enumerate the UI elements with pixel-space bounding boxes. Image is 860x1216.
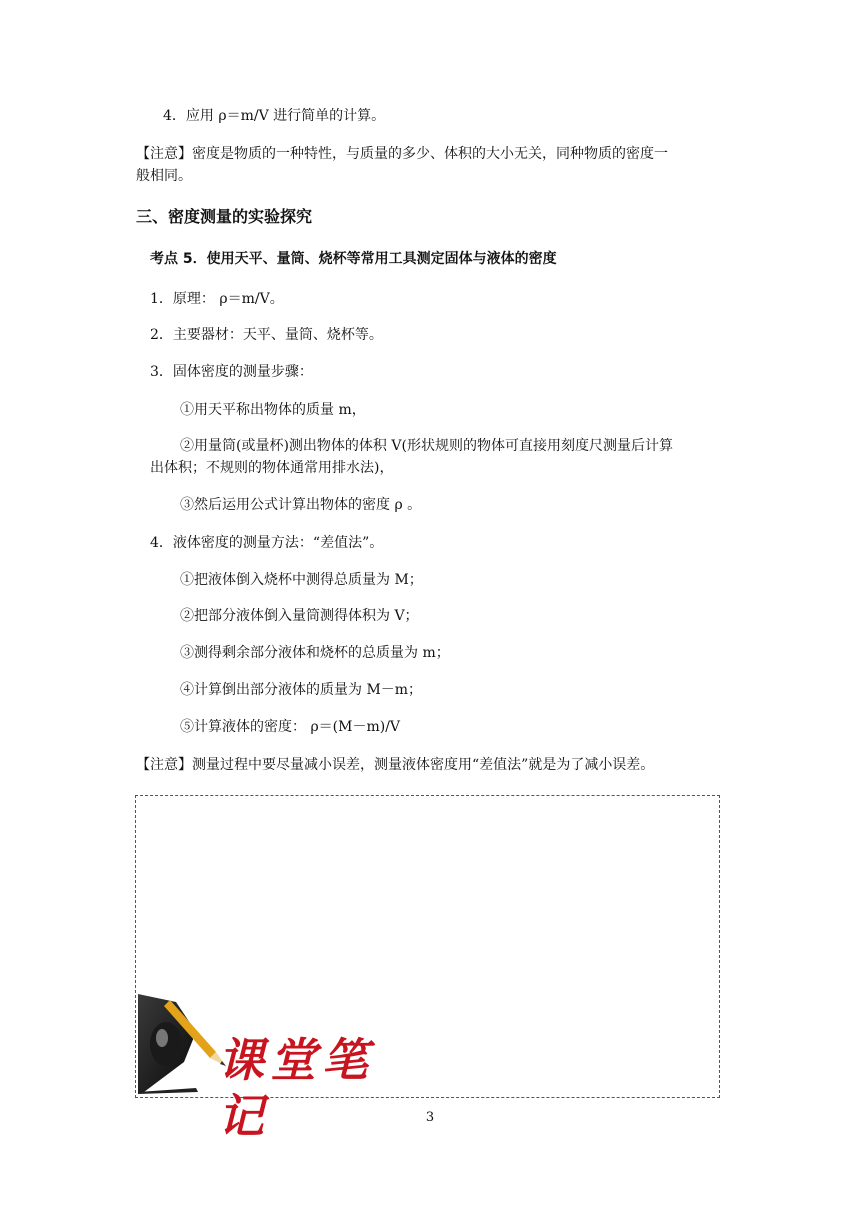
section-heading-3: 三、密度测量的实验探究 — [136, 207, 313, 226]
liquid-step-3: ③测得剩余部分液体和烧杯的总质量为 m； — [180, 645, 450, 661]
item-2-equipment: 2．主要器材：天平、量筒、烧杯等。 — [150, 327, 383, 343]
page-number: 3 — [425, 1110, 435, 1125]
topic-5-heading: 考点 5．使用天平、量筒、烧杯等常用工具测定固体与液体的密度 — [150, 251, 557, 267]
solid-step-2-line-1: ②用量筒(或量杯)测出物体的体积 V(形状规则的物体可直接用刻度尺测量后计算 — [180, 438, 673, 454]
solid-step-2-line-2: 出体积；不规则的物体通常用排水法)， — [150, 460, 394, 476]
liquid-step-4: ④计算倒出部分液体的质量为 M－m； — [180, 682, 423, 698]
liquid-step-5: ⑤计算液体的密度： ρ＝(M－m)/V — [180, 719, 401, 735]
class-notes-logo-text: 课堂笔记 — [218, 1033, 374, 1143]
liquid-step-2: ②把部分液体倒入量筒测得体积为 V； — [180, 608, 419, 624]
note-density-line-2: 般相同。 — [136, 168, 192, 184]
liquid-step-1: ①把液体倒入烧杯中测得总质量为 M； — [180, 572, 423, 588]
item-1-principle: 1．原理： ρ＝m/V。 — [150, 291, 284, 307]
solid-step-1: ①用天平称出物体的质量 m， — [180, 402, 366, 418]
note-density-line-1: 【注意】密度是物质的一种特性，与质量的多少、体积的大小无关，同种物质的密度一 — [136, 146, 668, 162]
class-notes-logo — [136, 992, 416, 1143]
note-error-reduction: 【注意】测量过程中要尽量减小误差，测量液体密度用“差值法”就是为了减小误差。 — [136, 757, 655, 773]
item-3-solid-steps: 3．固体密度的测量步骤： — [150, 364, 313, 380]
item-4-apply-formula: 4．应用 ρ＝m/V 进行简单的计算。 — [163, 108, 386, 124]
item-4-liquid-method: 4．液体密度的测量方法：“差值法”。 — [150, 535, 384, 551]
solid-step-3: ③然后运用公式计算出物体的密度 ρ 。 — [180, 497, 422, 513]
